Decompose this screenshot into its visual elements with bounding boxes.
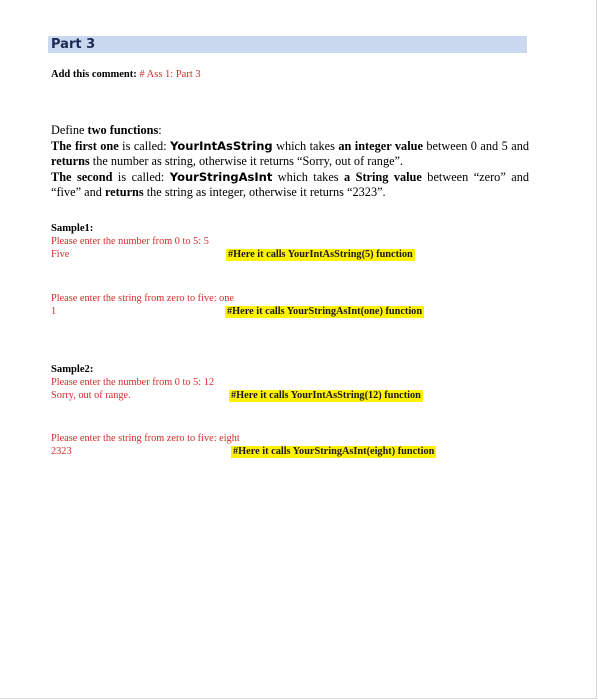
second-mid3: between “zero” and “five” and <box>51 169 529 200</box>
second-mid1: is called: <box>112 169 170 184</box>
sample2-prompt1: Please enter the number from 0 to 5: 12 <box>51 377 214 388</box>
first-bold3: returns <box>51 154 90 169</box>
functions-description <box>51 123 529 201</box>
second-function-name: YourStringAsInt <box>169 169 273 184</box>
sample1-output1: Five <box>51 249 70 260</box>
second-prefix: The second <box>51 169 113 184</box>
part-title: Part 3 <box>51 37 96 52</box>
second-bold2: a String value <box>344 169 422 184</box>
sample1-prompt2: Please enter the string from zero to five: one <box>51 293 234 304</box>
first-function-description <box>51 139 529 170</box>
second-bold3: returns <box>104 185 144 200</box>
sample1-note2: #Here it calls YourStringAsInt(one) function <box>227 306 423 317</box>
instruction-label: Add this comment: <box>51 69 137 80</box>
sample1-output2: 1 <box>51 306 57 317</box>
add-comment-instruction <box>51 68 201 82</box>
intro-bold: two functions <box>87 123 159 137</box>
intro-prefix: Define <box>51 123 88 137</box>
first-prefix: The first one <box>51 138 119 153</box>
sample2-note2: #Here it calls YourStringAsInt(eight) function <box>233 446 435 457</box>
second-end: the string as integer, otherwise it returns “2323”. <box>143 185 386 200</box>
first-function-name: YourIntAsString <box>170 138 273 153</box>
sample1-note1: #Here it calls YourIntAsString(5) function <box>228 249 413 260</box>
first-mid2: which takes <box>272 138 339 153</box>
second-function-description <box>51 170 529 201</box>
sample2-label: Sample2: <box>51 364 94 375</box>
sample2-output2: 2323 <box>51 446 72 457</box>
sample1-prompt1: Please enter the number from 0 to 5: 5 <box>51 236 209 247</box>
intro-line <box>51 123 529 139</box>
first-mid3: between 0 and 5 and <box>422 138 529 153</box>
second-mid2: which takes <box>272 169 345 184</box>
first-end: the number as string, otherwise it returns “Sorry, out of range”. <box>89 154 404 169</box>
intro-suffix: : <box>158 123 162 137</box>
sample2-note1: #Here it calls YourIntAsString(12) function <box>231 390 421 401</box>
part-heading-bar <box>48 36 527 53</box>
sample2-prompt2: Please enter the string from zero to five: eight <box>51 433 240 444</box>
sample2-output1: Sorry, out of range. <box>51 390 131 401</box>
first-bold2: an integer value <box>338 138 423 153</box>
first-mid1: is called: <box>118 138 171 153</box>
sample1-label: Sample1: <box>51 223 94 234</box>
instruction-comment: # Ass 1: Part 3 <box>139 69 201 80</box>
